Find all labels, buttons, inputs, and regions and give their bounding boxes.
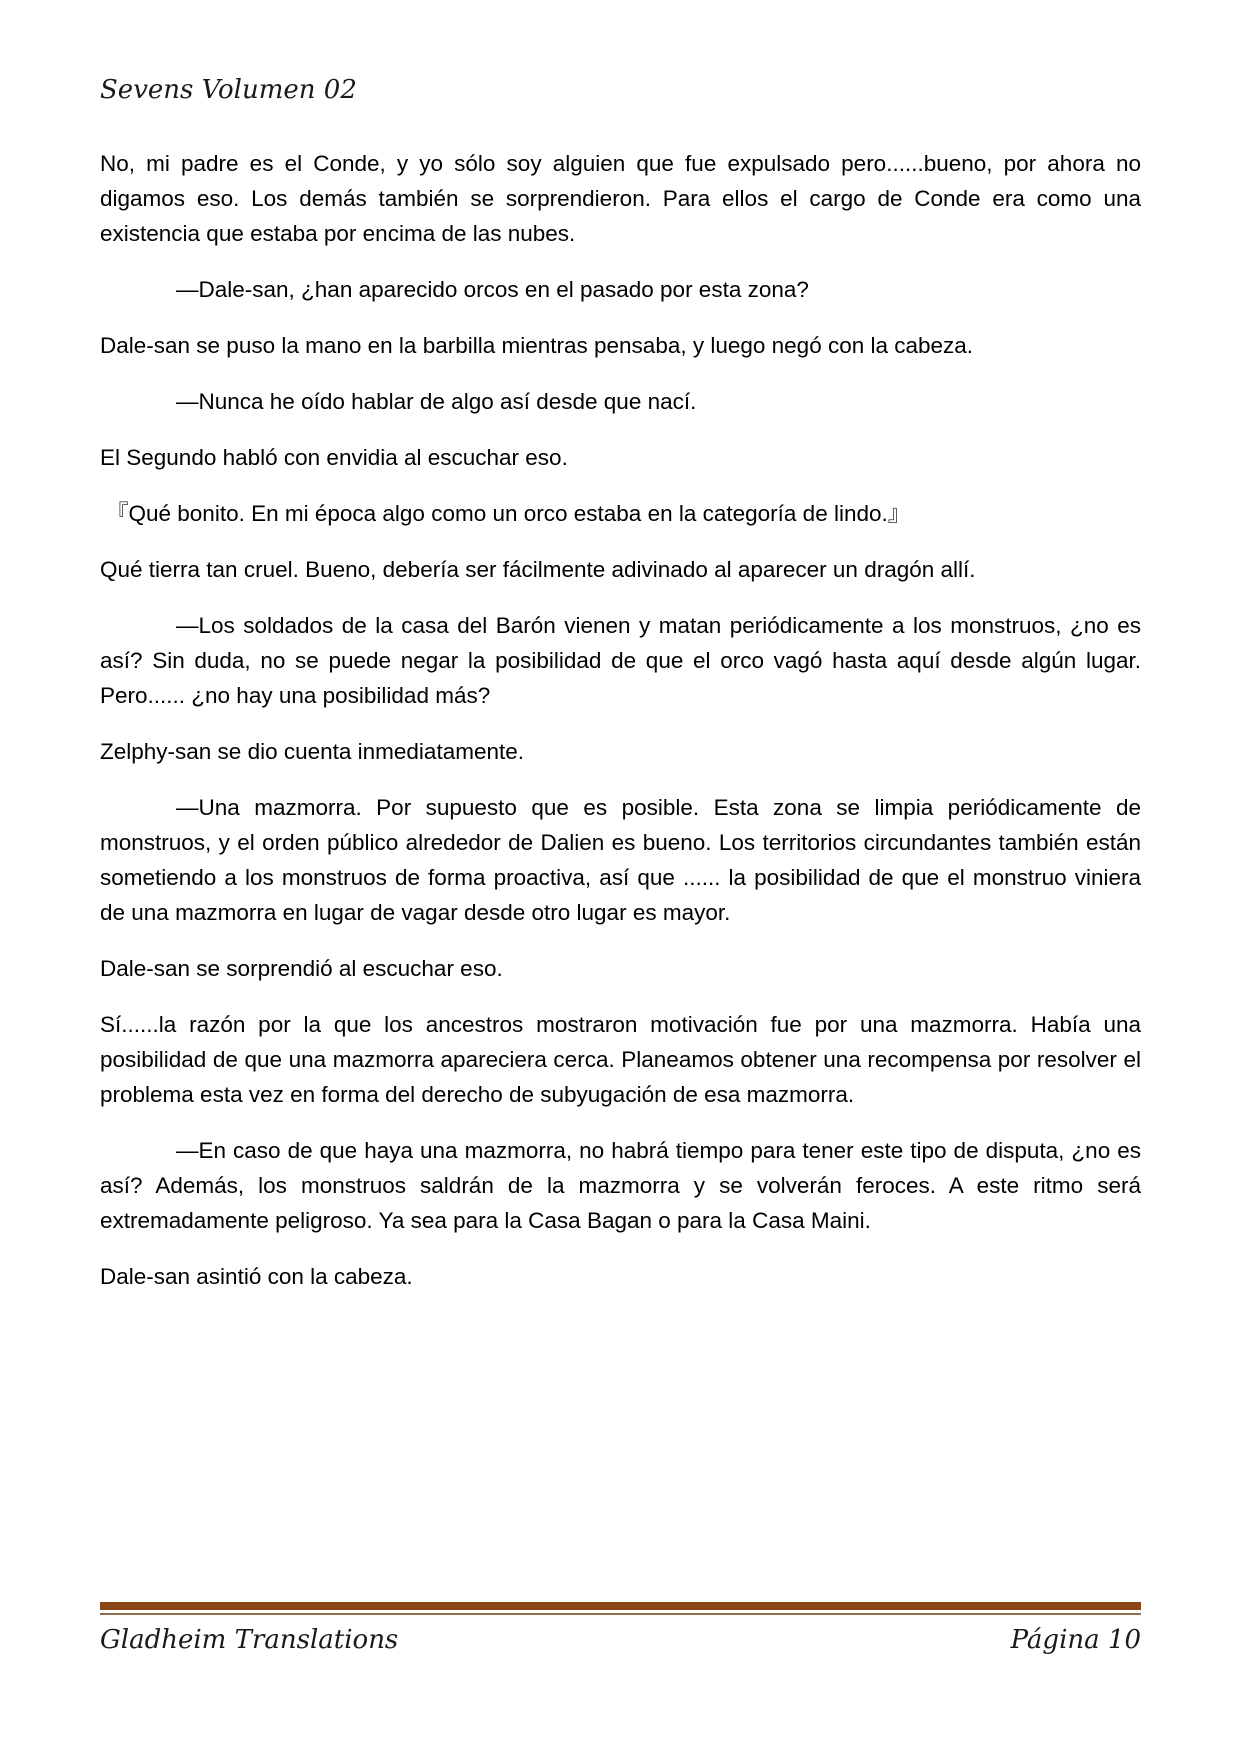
dialogue-paragraph: —Una mazmorra. Por supuesto que es posible. Esta zona se limpia periódicamente de monstruos, y el orden público alrededor de Dalien es bueno. Los territorios circundantes también están sometiendo a los monstruos de forma proactiva, así que ...... la posibilidad de que el monstruo viniera de una mazmorra en lugar de vagar desde otro lugar es mayor. xyxy=(100,795,1141,925)
header-title: Sevens Volumen 02 xyxy=(100,75,357,105)
page-header xyxy=(100,74,1141,106)
page-footer xyxy=(100,1623,1141,1657)
document-body xyxy=(100,146,1141,1294)
narration-paragraph: Dale-san se puso la mano en la barbilla mientras pensaba, y luego negó con la cabeza. xyxy=(100,333,974,358)
narration-paragraph: El Segundo habló con envidia al escuchar eso. xyxy=(100,445,568,470)
dialogue-paragraph: —Los soldados de la casa del Barón vienen y matan periódicamente a los monstruos, ¿no es así? Sin duda, no se puede negar la posibilidad de que el orco vagó hasta aquí desde algún lugar. Pero...... ¿no hay una posibilidad más? xyxy=(100,613,1141,708)
dialogue-paragraph: —Nunca he oído hablar de algo así desde que nací. xyxy=(176,389,697,414)
narration-paragraph: No, mi padre es el Conde, y yo sólo soy alguien que fue expulsado pero......bueno, por ahora no digamos eso. Los demás también se sorprendieron. Para ellos el cargo de Conde era como una existencia que estaba por encima de las nubes. xyxy=(100,151,1141,246)
footer-page-number: Página 10 xyxy=(1010,1625,1141,1655)
narration-paragraph: Qué tierra tan cruel. Bueno, debería ser fácilmente adivinado al aparecer un dragón allí. xyxy=(100,557,976,582)
footer-divider-thin-line xyxy=(100,1613,1141,1615)
quote-paragraph: 『Qué bonito. En mi época algo como un orco estaba en la categoría de lindo.』 xyxy=(106,501,911,526)
footer-divider xyxy=(100,1602,1141,1615)
footer-divider-thick-line xyxy=(100,1602,1141,1610)
narration-paragraph: Zelphy-san se dio cuenta inmediatamente. xyxy=(100,739,524,764)
dialogue-paragraph: —Dale-san, ¿han aparecido orcos en el pasado por esta zona? xyxy=(176,277,809,302)
narration-paragraph: Sí......la razón por la que los ancestros mostraron motivación fue por una mazmorra. Había una posibilidad de que una mazmorra apareciera cerca. Planeamos obtener una recompensa por resolver el problema esta vez en forma del derecho de subyugación de esa mazmorra. xyxy=(100,1012,1141,1107)
dialogue-paragraph: —En caso de que haya una mazmorra, no habrá tiempo para tener este tipo de disputa, ¿no es así? Además, los monstruos saldrán de la mazmorra y se volverán feroces. A este ritmo será extremadamente peligroso. Ya sea para la Casa Bagan o para la Casa Maini. xyxy=(100,1138,1141,1233)
narration-paragraph: Dale-san asintió con la cabeza. xyxy=(100,1264,413,1289)
narration-paragraph: Dale-san se sorprendió al escuchar eso. xyxy=(100,956,503,981)
footer-translator-credit: Gladheim Translations xyxy=(100,1625,399,1655)
